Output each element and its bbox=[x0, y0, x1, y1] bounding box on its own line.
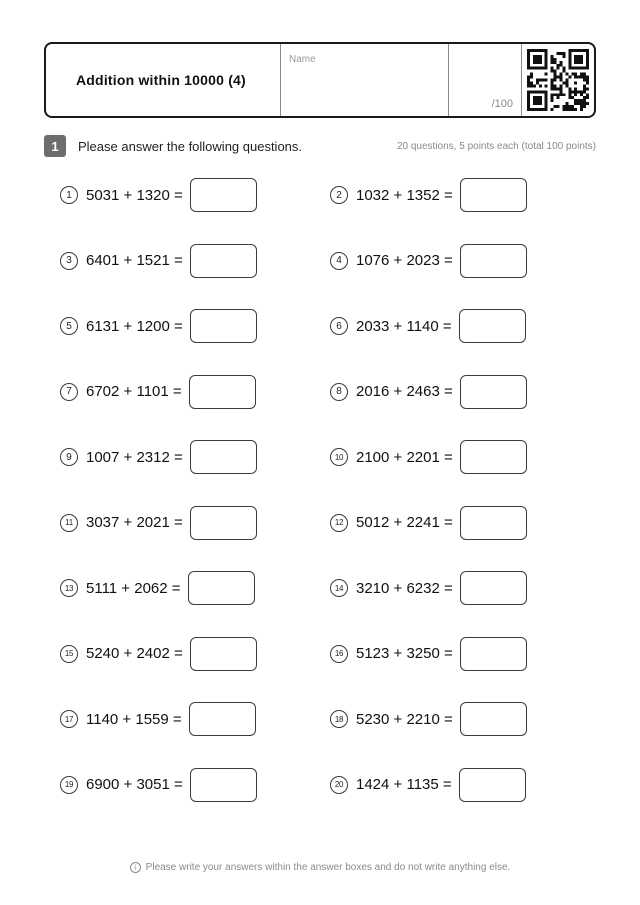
question-item bbox=[60, 177, 330, 213]
page-title: Addition within 10000 (4) bbox=[76, 72, 246, 88]
question-number-badge: 13 bbox=[60, 579, 78, 597]
question-number-badge: 18 bbox=[330, 710, 348, 728]
question-number-badge: 12 bbox=[330, 514, 348, 532]
question-number-badge: 8 bbox=[330, 383, 348, 401]
question-number-badge: 15 bbox=[60, 645, 78, 663]
question-expression: 2100 + 2201 = bbox=[356, 448, 453, 466]
question-item bbox=[330, 505, 600, 541]
answer-box[interactable] bbox=[460, 702, 527, 736]
question-expression: 5012 + 2241 = bbox=[356, 514, 453, 531]
question-item bbox=[330, 308, 600, 344]
answer-box[interactable] bbox=[189, 375, 256, 409]
instruction-row bbox=[44, 135, 596, 157]
question-item bbox=[330, 374, 600, 410]
question-number-badge: 1 bbox=[60, 186, 78, 204]
question-item bbox=[60, 701, 330, 737]
answer-box[interactable] bbox=[459, 309, 526, 343]
question-item bbox=[60, 636, 330, 672]
question-expression: 1424 + 1135 = bbox=[356, 776, 452, 793]
question-item bbox=[60, 308, 330, 344]
question-number-badge: 19 bbox=[60, 776, 78, 794]
question-expression: 3037 + 2021 = bbox=[86, 514, 183, 531]
question-item bbox=[330, 439, 600, 475]
answer-box[interactable] bbox=[190, 768, 257, 802]
question-item bbox=[60, 243, 330, 279]
question-item bbox=[330, 701, 600, 737]
question-number-badge: 20 bbox=[330, 776, 348, 794]
answer-box[interactable] bbox=[460, 571, 527, 605]
question-number-badge: 16 bbox=[330, 645, 348, 663]
question-expression: 5123 + 3250 = bbox=[356, 645, 453, 662]
answer-box[interactable] bbox=[189, 702, 256, 736]
score-denominator-label: /100 bbox=[491, 98, 513, 110]
question-number-badge: 10 bbox=[330, 448, 348, 466]
answer-box[interactable] bbox=[460, 440, 527, 474]
qr-cell bbox=[521, 44, 594, 116]
question-number-badge: 14 bbox=[330, 579, 348, 597]
title-cell bbox=[46, 44, 280, 116]
question-item bbox=[60, 374, 330, 410]
question-expression: 6900 + 3051 = bbox=[86, 776, 183, 793]
qr-code-icon bbox=[527, 49, 589, 111]
question-number-badge: 7 bbox=[60, 383, 78, 401]
question-number-badge: 3 bbox=[60, 252, 78, 270]
footer-note bbox=[0, 862, 640, 873]
question-expression: 5111 + 2062 = bbox=[86, 579, 181, 597]
question-item bbox=[330, 767, 600, 803]
question-expression: 1140 + 1559 = bbox=[86, 710, 182, 728]
question-number-badge: 6 bbox=[330, 317, 348, 335]
question-expression: 6131 + 1200 = bbox=[86, 317, 183, 335]
section-number-badge: 1 bbox=[44, 135, 66, 157]
question-expression: 1076 + 2023 = bbox=[356, 252, 453, 269]
question-item bbox=[60, 767, 330, 803]
question-expression: 1032 + 1352 = bbox=[356, 186, 453, 204]
name-field[interactable] bbox=[280, 44, 448, 116]
worksheet-header bbox=[44, 42, 596, 118]
questions-grid bbox=[60, 177, 600, 803]
question-number-badge: 5 bbox=[60, 317, 78, 335]
name-field-label: Name bbox=[289, 54, 316, 65]
question-expression: 3210 + 6232 = bbox=[356, 579, 453, 597]
answer-box[interactable] bbox=[190, 178, 257, 212]
answer-box[interactable] bbox=[190, 309, 257, 343]
answer-box[interactable] bbox=[460, 637, 527, 671]
question-number-badge: 17 bbox=[60, 710, 78, 728]
answer-box[interactable] bbox=[460, 244, 527, 278]
answer-box[interactable] bbox=[190, 440, 257, 474]
answer-box[interactable] bbox=[460, 178, 527, 212]
question-item bbox=[330, 570, 600, 606]
question-item bbox=[330, 243, 600, 279]
question-number-badge: 9 bbox=[60, 448, 78, 466]
answer-box[interactable] bbox=[459, 768, 526, 802]
question-item bbox=[330, 177, 600, 213]
question-number-badge: 11 bbox=[60, 514, 78, 532]
instruction-text: Please answer the following questions. bbox=[78, 138, 303, 154]
question-expression: 6702 + 1101 = bbox=[86, 383, 182, 400]
answer-box[interactable] bbox=[190, 506, 257, 540]
footer-text: Please write your answers within the answer boxes and do not write anything else. bbox=[145, 862, 511, 873]
question-item bbox=[330, 636, 600, 672]
info-icon: i bbox=[130, 862, 141, 873]
question-expression: 1007 + 2312 = bbox=[86, 448, 183, 466]
answer-box[interactable] bbox=[190, 637, 257, 671]
question-expression: 5031 + 1320 = bbox=[86, 186, 183, 204]
question-number-badge: 4 bbox=[330, 252, 348, 270]
answer-box[interactable] bbox=[460, 506, 527, 540]
answer-box[interactable] bbox=[190, 244, 257, 278]
question-item bbox=[60, 505, 330, 541]
question-expression: 2016 + 2463 = bbox=[356, 383, 453, 400]
question-expression: 6401 + 1521 = bbox=[86, 252, 183, 269]
answer-box[interactable] bbox=[188, 571, 255, 605]
points-note: 20 questions, 5 points each (total 100 points) bbox=[396, 140, 596, 152]
score-field[interactable] bbox=[448, 44, 521, 116]
question-number-badge: 2 bbox=[330, 186, 348, 204]
question-expression: 2033 + 1140 = bbox=[356, 317, 452, 335]
question-expression: 5230 + 2210 = bbox=[356, 710, 453, 728]
question-expression: 5240 + 2402 = bbox=[86, 645, 183, 662]
question-item bbox=[60, 570, 330, 606]
question-item bbox=[60, 439, 330, 475]
answer-box[interactable] bbox=[460, 375, 527, 409]
